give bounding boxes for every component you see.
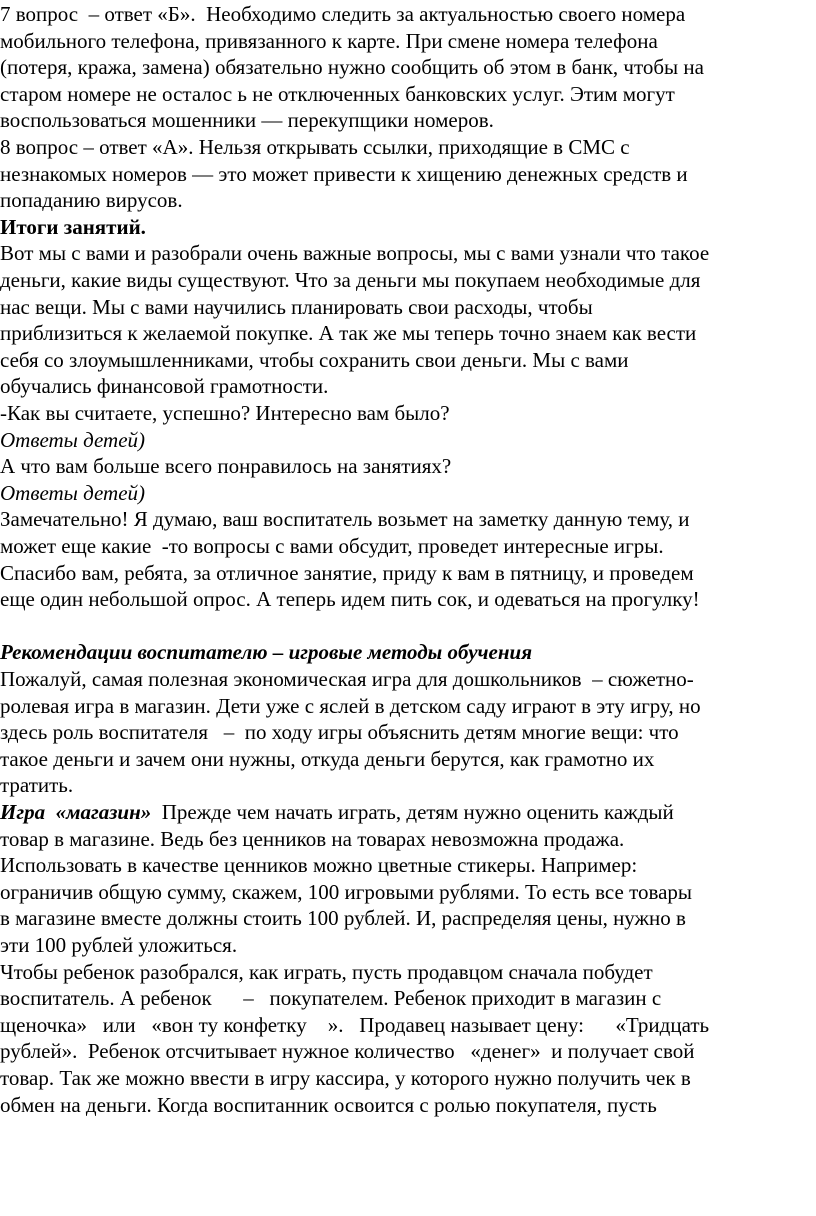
text-line [0,54,704,81]
text-segment: товар. Так же можно ввести в игру кассира, у которого нужно получить чек в [0,1066,691,1090]
text-segment: деньги, какие виды существуют. Что за деньги мы покупаем необходимые для [0,268,701,292]
text-line [0,187,183,214]
text-line [0,985,661,1012]
text-line [0,347,629,374]
text-segment: может еще какие -то вопросы с вами обсудит, проведет интересные игры. [0,534,664,558]
text-segment: попаданию вирусов. [0,188,183,213]
text-line [0,826,624,853]
text-segment: приблизиться к желаемой покупке. А так же мы теперь точно знаем как вести [0,321,697,346]
text-line [0,320,696,347]
text-segment: щеночка» или «вон ту конфетку ». Продавец называет цену: «Тридцать [0,1012,710,1037]
text-line [0,719,679,746]
emphasis-segment: Рекомендации воспитателю – игровые методы обучения [0,640,533,665]
text-segment: Спасибо вам, ребята, за отличное занятие, приду к вам в пятницу, и проведем [0,560,694,585]
text-segment: ограничив общую сумму, скажем, 100 игровыми рублями. То есть все товары [0,879,693,904]
text-segment: -Как вы считаете, успешно? Интересно вам было? [0,401,450,425]
text-line [0,799,674,826]
text-line [0,214,146,241]
text-segment: мобильного телефона, привязанного к карте. При смене номера телефона [0,28,658,53]
text-segment: ролевая игра в магазин. Дети уже с яслей в детском саду играют в эту игру, но [0,693,701,718]
text-segment: эти 100 рублей уложиться. [0,933,238,957]
text-segment: незнакомых номеров — это может привести к хищению денежных средств и [0,161,688,186]
text-line [0,1012,709,1039]
text-line [0,400,450,427]
text-segment: 7 вопрос – ответ «Б». Необходимо следить за актуальностью своего номера [0,2,686,26]
text-segment: такое деньги и зачем они нужны, откуда деньги берутся, как грамотно их [0,746,655,771]
text-segment: в магазине вместе должны стоить 100 рублей. И, распределяя цены, нужно в [0,906,686,931]
text-segment: себя со злоумышленниками, чтобы сохранить свои деньги. Мы с вами [0,347,629,372]
text-line [0,267,700,294]
text-segment: Использовать в качестве ценников можно цветные стикеры. Например: [0,853,638,878]
text-line [0,134,630,161]
text-line [0,294,593,321]
text-segment: тратить. [0,773,74,798]
emphasis-segment: Игра «магазин» [0,800,152,824]
text-line [0,1,685,28]
text-line [0,81,675,108]
text-line [0,639,532,666]
text-line [0,746,654,773]
emphasis-segment: Ответы детей) [0,480,146,505]
text-segment: Прежде чем начать играть, детям нужно оценить каждый [151,800,674,824]
text-line [0,107,494,134]
text-line [0,879,692,906]
text-line [0,852,637,879]
text-segment: старом номере не осталос ь не отключенных банковских услуг. Этим могут [0,81,675,106]
text-line [0,161,688,188]
text-segment: 8 вопрос – ответ «А». Нельзя открывать ссылки, приходящие в СМС с [0,135,630,159]
text-line [0,666,694,693]
text-segment: обучались финансовой грамотности. [0,374,329,399]
text-line [0,959,653,986]
text-segment: здесь роль воспитателя – по ходу игры объяснить детям многие вещи: что [0,720,679,745]
text-line [0,932,237,959]
text-line [0,693,701,720]
text-segment: Пожалуй, самая полезная экономическая игра для дошкольников – сюжетно- [0,667,694,691]
text-line [0,480,145,507]
text-segment: Вот мы с вами и разобрали очень важные вопросы, мы с вами узнали что такое [0,241,710,266]
text-line [0,506,690,533]
text-line [0,772,73,799]
text-segment: нас вещи. Мы с вами научились планировать свои расходы, чтобы [0,294,593,319]
text-line [0,586,700,613]
text-line [0,28,658,55]
text-line [0,373,328,400]
text-line [0,1065,691,1092]
text-line [0,453,451,480]
text-segment: обмен на деньги. Когда воспитанник освоится с ролью покупателя, пусть [0,1092,657,1117]
text-line [0,240,709,267]
text-line [0,1038,695,1065]
emphasis-segment: Итоги занятий. [0,214,146,239]
text-line [0,1092,657,1119]
text-segment: (потеря, кража, замена) обязательно нужно сообщить об этом в банк, чтобы на [0,55,704,80]
text-line [0,905,686,932]
text-segment: воспитатель. А ребенок – покупателем. Ребенок приходит в магазин с [0,986,662,1011]
text-segment: рублей». Ребенок отсчитывает нужное количество «денег» и получает свой [0,1039,695,1064]
text-segment: еще один небольшой опрос. А теперь идем пить сок, и одеваться на прогулку! [0,587,700,612]
text-segment: товар в магазине. Ведь без ценников на товарах невозможна продажа. [0,826,625,851]
text-line [0,427,145,454]
text-line [0,533,664,560]
text-segment: Замечательно! Я думаю, ваш воспитатель возьмет на заметку данную тему, и [0,507,690,532]
emphasis-segment: Ответы детей) [0,427,146,452]
text-segment: Чтобы ребенок разобрался, как играть, пусть продавцом сначала побудет [0,959,653,984]
text-segment: воспользоваться мошенники — перекупщики номеров. [0,108,494,133]
text-line [0,560,694,587]
text-segment: А что вам больше всего понравилось на занятиях? [0,454,452,479]
